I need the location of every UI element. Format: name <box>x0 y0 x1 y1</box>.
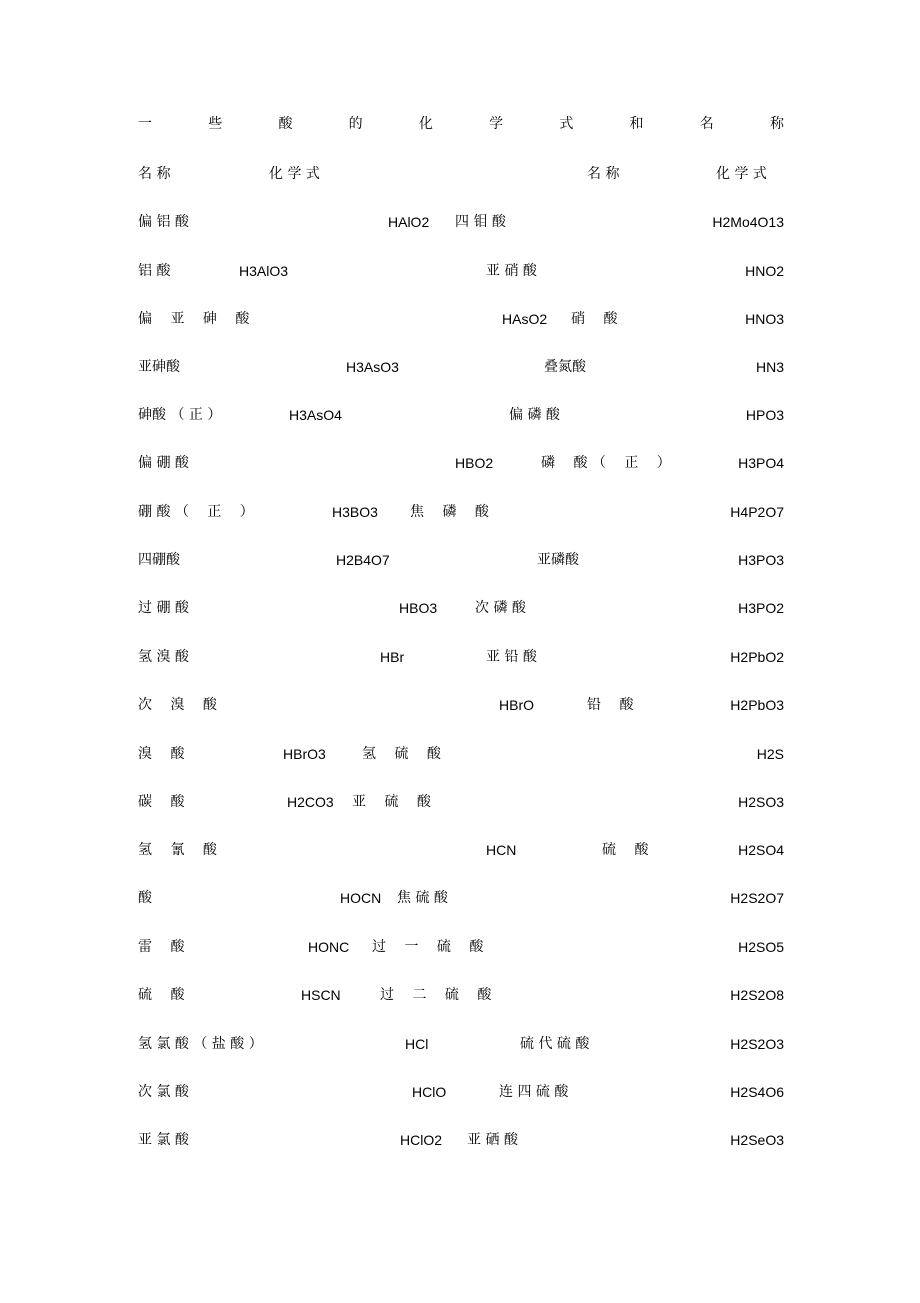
table-row <box>0 792 920 814</box>
acid-name-right: 过 二 硫 酸 <box>380 987 492 1003</box>
table-row <box>0 840 920 862</box>
table-row <box>0 1034 920 1056</box>
table-row <box>0 888 920 910</box>
acid-formula-right: H4P2O7 <box>730 504 784 520</box>
header-name-2: 名 称 <box>587 166 620 182</box>
acid-formula-left: HCN <box>486 842 517 858</box>
table-row <box>0 647 920 669</box>
acid-formula-left: HBrO3 <box>283 746 326 762</box>
acid-formula-right: HNO2 <box>745 263 784 279</box>
acid-formula-left: HBr <box>380 649 405 665</box>
acid-formula-right: H2SO4 <box>738 842 784 858</box>
acid-name-left: 四硼酸 <box>138 552 180 568</box>
acid-name-left: 氢 氰 酸 <box>138 842 217 858</box>
acid-formula-left: HSCN <box>301 987 341 1003</box>
acid-formula-right: H2S4O6 <box>730 1084 784 1100</box>
table-row <box>0 598 920 620</box>
table-row <box>0 1082 920 1104</box>
acid-formula-left: HClO <box>412 1084 447 1100</box>
acid-name-left: 氢 氯 酸 （ 盐 酸 ） <box>138 1036 263 1052</box>
table-row <box>0 212 920 234</box>
page-title <box>138 114 784 134</box>
acid-name-right: 偏 磷 酸 <box>509 407 560 423</box>
table-row <box>0 357 920 379</box>
acid-name-right: 铅 酸 <box>587 697 634 713</box>
acid-formula-right: HNO3 <box>745 311 784 327</box>
acid-name-right: 氢 硫 酸 <box>362 746 441 762</box>
acid-formula-right: H2SeO3 <box>730 1132 784 1148</box>
acid-name-left: 亚砷酸 <box>138 359 180 375</box>
acid-name-left: 过 硼 酸 <box>138 600 189 616</box>
acid-formula-left: HBO3 <box>399 600 438 616</box>
acid-formula-left: HAsO2 <box>502 311 548 327</box>
acid-formula-left: HONC <box>308 939 350 955</box>
acid-name-left: 砷酸 （ 正 ） <box>138 407 222 423</box>
acid-formula-right: H2PbO3 <box>730 697 784 713</box>
header-formula-1: 化 学 式 <box>269 166 320 182</box>
acid-formula-right: H2S2O3 <box>730 1036 784 1052</box>
table-row <box>0 744 920 766</box>
title-char: 一 <box>138 116 152 132</box>
acid-formula-right: H2Mo4O13 <box>712 214 784 230</box>
header-row <box>0 164 920 186</box>
table-row <box>0 502 920 524</box>
acid-formula-right: H2PbO2 <box>730 649 784 665</box>
title-char: 些 <box>208 116 223 132</box>
acid-name-left: 雷 酸 <box>138 939 185 955</box>
acid-formula-left: HBrO <box>499 697 534 713</box>
acid-formula-left: HAlO2 <box>388 214 430 230</box>
table-row <box>0 261 920 283</box>
acid-name-right: 亚 硫 酸 <box>352 794 431 810</box>
acid-formula-right: H2S2O7 <box>730 890 784 906</box>
acid-name-right: 四 钼 酸 <box>455 214 506 230</box>
title-char: 酸 <box>278 116 293 132</box>
acid-name-left: 氢 溴 酸 <box>138 649 189 665</box>
acid-name-right: 亚 硒 酸 <box>467 1132 518 1148</box>
table-row <box>0 550 920 572</box>
title-char: 和 <box>629 116 644 132</box>
acid-formula-left: HOCN <box>340 890 382 906</box>
acid-name-right: 连 四 硫 酸 <box>499 1084 569 1100</box>
acid-formula-right: H3PO4 <box>738 455 784 471</box>
acid-name-left: 硫 酸 <box>138 987 185 1003</box>
acid-name-right: 亚 铅 酸 <box>486 649 537 665</box>
acid-name-left: 偏 亚 砷 酸 <box>138 311 250 327</box>
acid-name-left: 次 溴 酸 <box>138 697 217 713</box>
acid-name-left: 碳 酸 <box>138 794 185 810</box>
title-char: 式 <box>559 116 574 132</box>
acid-formula-right: H3PO2 <box>738 600 784 616</box>
table-row <box>0 309 920 331</box>
acid-name-left: 次 氯 酸 <box>138 1084 189 1100</box>
acid-name-right: 焦 磷 酸 <box>410 504 489 520</box>
acid-name-right: 硫 酸 <box>602 842 649 858</box>
title-char: 学 <box>489 116 504 132</box>
acid-name-right: 次 磷 酸 <box>475 600 526 616</box>
header-formula-2: 化 学 式 <box>716 166 767 182</box>
title-char: 名 <box>699 116 714 132</box>
acid-name-left: 硼 酸 （ 正 ） <box>138 504 254 520</box>
table-row <box>0 695 920 717</box>
acid-name-right: 过 一 硫 酸 <box>372 939 484 955</box>
acid-formula-right: H3PO3 <box>738 552 784 568</box>
acid-name-right: 磷 酸 （ 正 ） <box>541 455 671 471</box>
title-char: 称 <box>769 116 784 132</box>
acid-formula-right: H2S <box>756 746 784 762</box>
acid-formula-left: HBO2 <box>455 455 494 471</box>
acid-name-left: 偏 硼 酸 <box>138 455 189 471</box>
acid-formula-left: H3BO3 <box>332 504 378 520</box>
acid-formula-left: HCl <box>405 1036 429 1052</box>
acid-formula-left: H3AsO4 <box>289 407 342 423</box>
table-row <box>0 985 920 1007</box>
acid-formula-right: H2SO5 <box>738 939 784 955</box>
acid-name-left: 酸 <box>138 890 152 906</box>
acid-formula-left: H2B4O7 <box>336 552 390 568</box>
acid-name-right: 叠氮酸 <box>544 359 586 375</box>
acid-name-right: 硫 代 硫 酸 <box>520 1036 590 1052</box>
acid-formula-right: H2S2O8 <box>730 987 784 1003</box>
title-char: 化 <box>418 116 433 132</box>
acid-name-right: 亚磷酸 <box>537 552 579 568</box>
acid-formula-left: HClO2 <box>400 1132 443 1148</box>
acid-name-right: 亚 硝 酸 <box>486 263 537 279</box>
acid-name-left: 铝 酸 <box>138 263 171 279</box>
acid-formula-right: HPO3 <box>745 407 784 423</box>
acid-name-right: 硝 酸 <box>571 311 618 327</box>
acid-formula-left: H3AsO3 <box>346 359 399 375</box>
title-char: 的 <box>348 116 363 132</box>
table-row <box>0 1130 920 1152</box>
acid-formula-left: H3AlO3 <box>239 263 289 279</box>
acid-formula-right: HN3 <box>755 359 784 375</box>
acid-name-left: 亚 氯 酸 <box>138 1132 189 1148</box>
table-row <box>0 937 920 959</box>
table-row <box>0 453 920 475</box>
acid-name-left: 溴 酸 <box>138 746 185 762</box>
table-row <box>0 405 920 427</box>
acid-formula-right: H2SO3 <box>738 794 784 810</box>
header-name-1: 名 称 <box>138 166 171 182</box>
acid-formula-left: H2CO3 <box>287 794 334 810</box>
acid-name-left: 偏 铝 酸 <box>138 214 189 230</box>
acid-name-right: 焦 硫 酸 <box>397 890 448 906</box>
